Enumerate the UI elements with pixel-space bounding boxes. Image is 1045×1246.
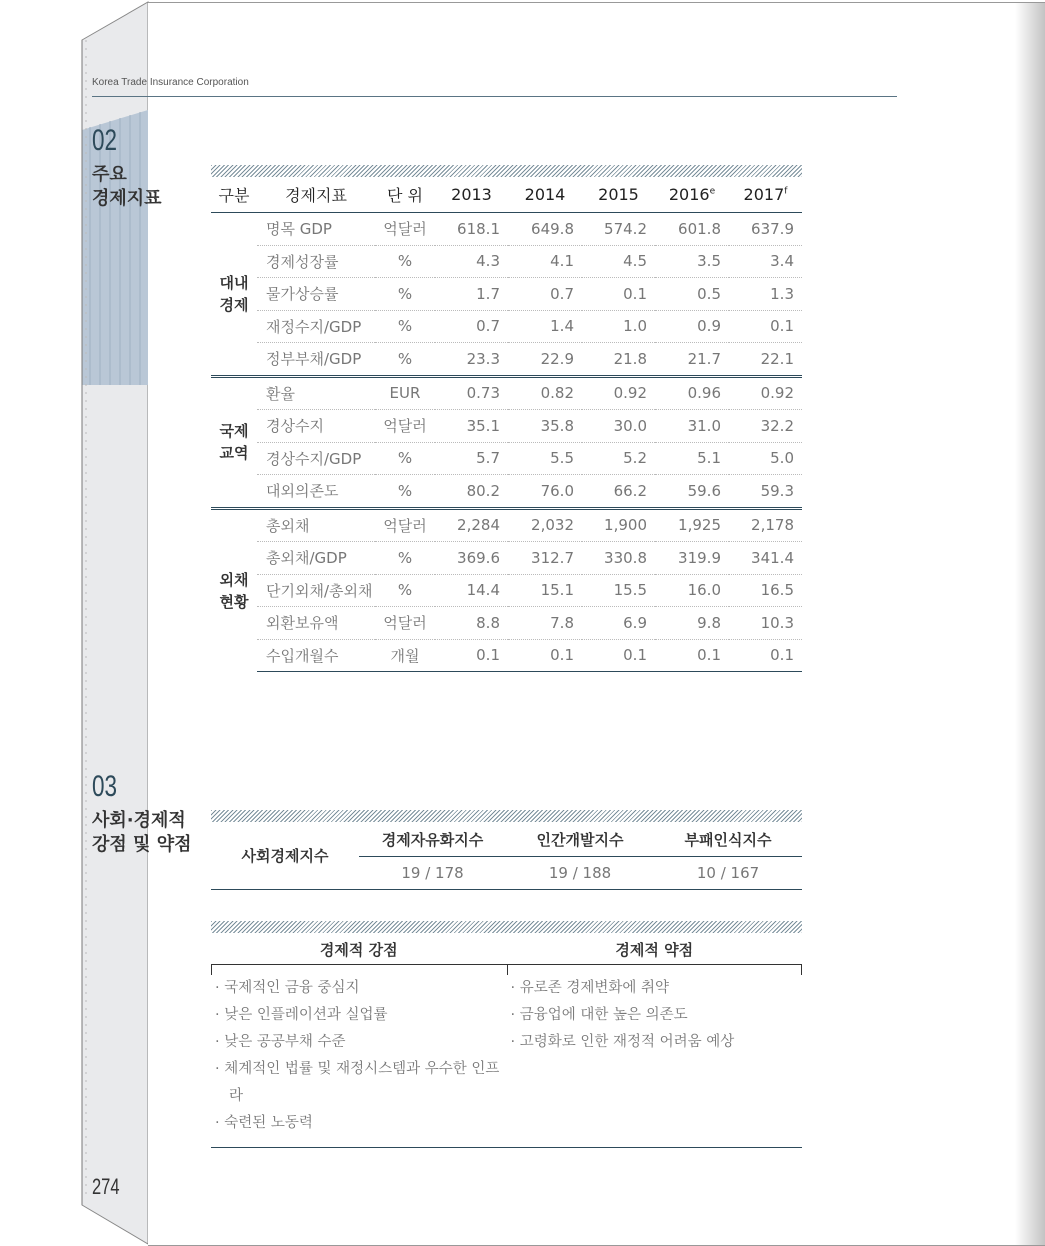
indicator-name: 경상수지/GDP: [257, 442, 375, 475]
indicator-value: 319.9: [655, 542, 729, 575]
indicator-value: 5.7: [435, 442, 508, 475]
header-rule: [92, 96, 897, 97]
indicator-value: 0.9: [655, 310, 729, 343]
indicator-value: 4.5: [582, 245, 655, 278]
col-header-2016: [655, 176, 729, 213]
indicator-value: 80.2: [435, 475, 508, 509]
indicator-name: 총외채/GDP: [257, 542, 375, 575]
indicator-value: 0.96: [655, 376, 729, 410]
sw-columns: [211, 975, 802, 1137]
forecast-mark: f: [784, 186, 788, 197]
indicator-value: 4.3: [435, 245, 508, 278]
indicator-name: 단기외채/총외채: [257, 574, 375, 607]
weaknesses-title: 경제적 약점: [615, 940, 694, 959]
group-label-line1: 대내: [219, 273, 249, 292]
page-curl-shadow: [1015, 3, 1045, 1245]
indicator-value: 14.4: [435, 574, 508, 607]
col-header-2013: 2013: [435, 176, 508, 213]
economic-indicators-table: [211, 176, 802, 672]
sw-bottom-rule: [211, 1147, 802, 1148]
section-03-title-line1: 사회·경제적: [92, 810, 186, 831]
index-value-economic-freedom: 19 / 178: [359, 857, 506, 890]
indicator-value: 16.5: [729, 574, 802, 607]
indicator-value: 21.7: [655, 343, 729, 377]
table-row: [211, 639, 802, 672]
indicator-value: 31.0: [655, 410, 729, 443]
indicator-value: 0.1: [582, 278, 655, 311]
indicator-value: 0.82: [508, 376, 582, 410]
section-03-title: [92, 809, 191, 857]
table-row: [211, 245, 802, 278]
sw-divider: [507, 965, 508, 975]
indicator-value: 5.5: [508, 442, 582, 475]
indicator-value: 0.1: [435, 639, 508, 672]
weaknesses-list: [507, 975, 803, 1137]
strengths-weaknesses-box: [211, 934, 802, 1137]
table-row: [211, 310, 802, 343]
indicator-value: 2,178: [729, 508, 802, 542]
indicator-value: 5.1: [655, 442, 729, 475]
indicator-unit: 억달러: [375, 410, 435, 443]
col-header-unit: 단 위: [375, 176, 435, 213]
section-02-title-line1: 주요: [92, 164, 127, 185]
indicator-value: 0.1: [582, 639, 655, 672]
indicator-value: 0.73: [435, 376, 508, 410]
indicator-value: 2,284: [435, 508, 508, 542]
strength-item: · 낮은 공공부채 수준: [215, 1034, 346, 1050]
strength-item: · 숙련된 노동력: [215, 1115, 313, 1131]
indicator-name: 경제성장률: [257, 245, 375, 278]
sw-header: [211, 934, 802, 964]
indicator-value: 1,925: [655, 508, 729, 542]
indicator-value: 0.1: [655, 639, 729, 672]
indicator-value: 601.8: [655, 213, 729, 246]
indicator-value: 0.5: [655, 278, 729, 311]
group-label: [211, 213, 257, 377]
index-header-human-development: 인간개발지수: [536, 830, 624, 849]
indicator-value: 341.4: [729, 542, 802, 575]
table-row: [211, 475, 802, 509]
table-row: [211, 213, 802, 246]
index-header-economic-freedom: 경제자유화지수: [381, 830, 484, 849]
table-row: [211, 376, 802, 410]
indicator-value: 35.8: [508, 410, 582, 443]
indicator-value: 330.8: [582, 542, 655, 575]
indicator-name: 환율: [257, 376, 375, 410]
indicator-value: 0.7: [435, 310, 508, 343]
indicator-value: 0.1: [508, 639, 582, 672]
indicator-name: 물가상승률: [257, 278, 375, 311]
group-label: [211, 508, 257, 672]
group-label: [211, 376, 257, 508]
indicator-value: 21.8: [582, 343, 655, 377]
indicator-name: 명목 GDP: [257, 213, 375, 246]
indicator-value: 59.3: [729, 475, 802, 509]
section-02-title: [92, 163, 162, 211]
indicator-value: 637.9: [729, 213, 802, 246]
indicator-value: 1.4: [508, 310, 582, 343]
indicator-value: 0.1: [729, 310, 802, 343]
index-row-label: 사회경제지수: [211, 822, 359, 890]
group-label-line2: 교역: [219, 444, 249, 462]
indicator-value: 2,032: [508, 508, 582, 542]
index-value-corruption-perception: 10 / 167: [654, 857, 802, 890]
index-header-corruption-perception: 부패인식지수: [684, 830, 772, 849]
col-header-2015: 2015: [582, 176, 655, 213]
indicator-value: 1.7: [435, 278, 508, 311]
indicator-unit: EUR: [375, 376, 435, 410]
strength-item: · 낮은 인플레이션과 실업률: [215, 1007, 388, 1023]
indicator-value: 1.0: [582, 310, 655, 343]
strength-item: · 국제적인 금융 중심지: [215, 980, 360, 996]
indicator-value: 7.8: [508, 607, 582, 640]
table-row: [211, 607, 802, 640]
indicator-value: 4.1: [508, 245, 582, 278]
indicator-unit: 개월: [375, 639, 435, 672]
sw-bracket-rule: [211, 964, 802, 975]
indicator-name: 경상수지: [257, 410, 375, 443]
indicator-value: 9.8: [655, 607, 729, 640]
table-row: [211, 442, 802, 475]
indicator-value: 1,900: [582, 508, 655, 542]
indicator-name: 정부부채/GDP: [257, 343, 375, 377]
indicator-unit: %: [375, 310, 435, 343]
weakness-item: · 유로존 경제변화에 취약: [510, 980, 670, 996]
socioeconomic-index-table: [211, 822, 802, 890]
index-value-human-development: 19 / 188: [506, 857, 654, 890]
col-header-2014: 2014: [508, 176, 582, 213]
indicator-value: 6.9: [582, 607, 655, 640]
col-header-2016-label: 2016: [668, 184, 710, 204]
col-header-2017: [729, 176, 802, 213]
group-label-line1: 외채: [219, 570, 249, 589]
table-body: [211, 213, 802, 672]
table-row: [211, 508, 802, 542]
indicator-value: 22.1: [729, 343, 802, 377]
indicator-value: 23.3: [435, 343, 508, 377]
page-number: 274: [92, 1174, 120, 1199]
indicator-value: 1.3: [729, 278, 802, 311]
indicator-value: 15.1: [508, 574, 582, 607]
indicator-value: 15.5: [582, 574, 655, 607]
index-hatch-bar: [211, 810, 802, 822]
indicator-value: 76.0: [508, 475, 582, 509]
strengths-hatch-bar: [211, 921, 802, 933]
indicator-name: 재정수지/GDP: [257, 310, 375, 343]
indicator-unit: %: [375, 343, 435, 377]
indicator-name: 외환보유액: [257, 607, 375, 640]
strength-item: · 체계적인 법률 및 재정시스템과 우수한 인프라: [215, 1061, 500, 1104]
indicator-value: 618.1: [435, 213, 508, 246]
indicator-unit: %: [375, 542, 435, 575]
indicator-value: 312.7: [508, 542, 582, 575]
group-label-line2: 현황: [219, 592, 249, 611]
indicator-value: 0.92: [729, 376, 802, 410]
indicator-unit: %: [375, 442, 435, 475]
indicator-unit: %: [375, 475, 435, 509]
section-03-number: 03: [92, 770, 118, 803]
indicator-value: 32.2: [729, 410, 802, 443]
indicator-value: 22.9: [508, 343, 582, 377]
indicator-value: 30.0: [582, 410, 655, 443]
col-header-indicator: 경제지표: [257, 176, 375, 213]
indicator-unit: %: [375, 278, 435, 311]
col-header-2017-label: 2017: [743, 184, 785, 204]
indicator-name: 총외채: [257, 508, 375, 542]
indicator-value: 0.1: [729, 639, 802, 672]
indicator-value: 8.8: [435, 607, 508, 640]
indicator-name: 수입개월수: [257, 639, 375, 672]
indicator-value: 10.3: [729, 607, 802, 640]
indicator-unit: 억달러: [375, 607, 435, 640]
indicator-unit: 억달러: [375, 508, 435, 542]
indicator-value: 649.8: [508, 213, 582, 246]
indicator-unit: 억달러: [375, 213, 435, 246]
running-header: Korea Trade Insurance Corporation: [92, 77, 249, 88]
indicator-value: 16.0: [655, 574, 729, 607]
weakness-item: · 고령화로 인한 재정적 어려움 예상: [510, 1034, 735, 1050]
indicator-value: 66.2: [582, 475, 655, 509]
index-header-row: [211, 822, 802, 857]
indicator-value: 35.1: [435, 410, 508, 443]
table-header-row: [211, 176, 802, 213]
indicator-value: 3.4: [729, 245, 802, 278]
table-row: [211, 542, 802, 575]
indicator-value: 3.5: [655, 245, 729, 278]
col-header-category: 구분: [211, 176, 257, 213]
indicator-value: 5.0: [729, 442, 802, 475]
table-row: [211, 410, 802, 443]
weakness-item: · 금융업에 대한 높은 의존도: [510, 1007, 688, 1023]
strengths-title: 경제적 강점: [319, 940, 398, 959]
table-row: [211, 278, 802, 311]
strengths-list: [211, 975, 507, 1137]
table-row: [211, 343, 802, 377]
table-row: [211, 574, 802, 607]
group-label-line2: 경제: [219, 295, 249, 314]
indicator-value: 59.6: [655, 475, 729, 509]
indicator-unit: %: [375, 245, 435, 278]
group-label-line1: 국제: [219, 422, 249, 440]
indicator-name: 대외의존도: [257, 475, 375, 509]
estimate-mark: e: [709, 186, 716, 197]
section-02-title-line2: 경제지표: [92, 188, 162, 209]
indicator-value: 5.2: [582, 442, 655, 475]
section-03-title-line2: 강점 및 약점: [92, 834, 192, 855]
indicator-value: 369.6: [435, 542, 508, 575]
indicator-unit: %: [375, 574, 435, 607]
section-02-number: 02: [92, 124, 118, 157]
indicator-value: 0.7: [508, 278, 582, 311]
indicator-value: 0.92: [582, 376, 655, 410]
indicator-value: 574.2: [582, 213, 655, 246]
